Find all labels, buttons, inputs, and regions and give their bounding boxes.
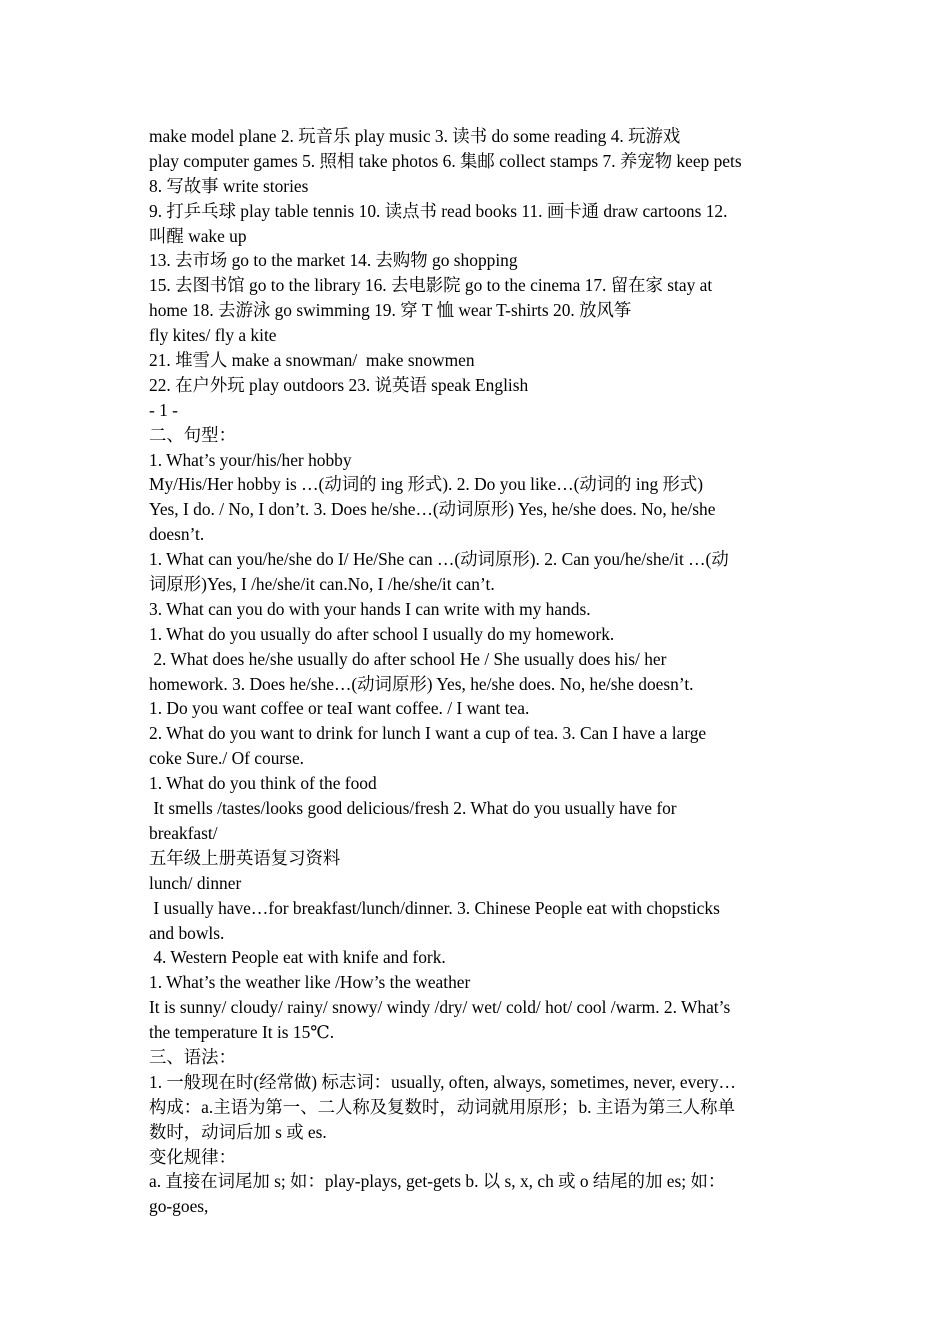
text-line: 13. 去市场 go to the market 14. 去购物 go shopping — [149, 250, 518, 271]
text-line: 1. What’s the weather like /How’s the weather — [149, 972, 471, 993]
text-line: and bowls. — [149, 922, 225, 943]
text-line: go-goes, — [149, 1196, 209, 1217]
text-line: lunch/ dinner — [149, 872, 242, 893]
text-line: 1. What’s your/his/her hobby — [149, 449, 352, 470]
text-line: homework. 3. Does he/she…(动词原形) Yes, he/she does. No, he/she doesn’t. — [149, 673, 694, 694]
text-line: 1. 一般现在时(经常做) 标志词：usually, often, always, sometimes, never, every… — [149, 1071, 736, 1092]
text-line: 2. What do you want to drink for lunch I want a cup of tea. 3. Can I have a large — [149, 723, 707, 744]
text-line: Yes, I do. / No, I don’t. 3. Does he/she…(动词原形) Yes, he/she does. No, he/she — [149, 499, 716, 520]
page-number: - 1 - — [149, 399, 178, 420]
section-heading-sentence-patterns: 二、句型： — [149, 424, 236, 445]
text-line: coke Sure./ Of course. — [149, 748, 305, 769]
text-line: 变化规律： — [149, 1146, 236, 1167]
text-line: 数时，动词后加 s 或 es. — [149, 1121, 327, 1142]
text-line: make model plane 2. 玩音乐 play music 3. 读书 do some reading 4. 玩游戏 — [149, 126, 681, 146]
text-line: 1. What do you usually do after school I usually do my homework. — [149, 623, 615, 644]
section-heading-grammar: 三、语法： — [149, 1046, 236, 1067]
text-line: fly kites/ fly a kite — [149, 325, 277, 346]
text-line: play computer games 5. 照相 take photos 6. 集邮 collect stamps 7. 养宠物 keep pets — [149, 150, 742, 171]
text-line: home 18. 去游泳 go swimming 19. 穿 T 恤 wear T-shirts 20. 放风筝 — [149, 300, 632, 321]
text-line: 词原形)Yes, I /he/she/it can.No, I /he/she/it can’t. — [149, 574, 495, 595]
text-line: It smells /tastes/looks good delicious/fresh 2. What do you usually have for — [149, 798, 677, 819]
text-line: breakfast/ — [149, 822, 218, 843]
text-line: 构成：a.主语为第一、二人称及复数时，动词就用原形；b. 主语为第三人称单 — [149, 1096, 735, 1117]
text-line: It is sunny/ cloudy/ rainy/ snowy/ windy /dry/ wet/ cold/ hot/ cool /warm. 2. What’s — [149, 997, 731, 1018]
text-line: 22. 在户外玩 play outdoors 23. 说英语 speak English — [149, 374, 529, 395]
text-line: 3. What can you do with your hands I can write with my hands. — [149, 598, 591, 619]
text-line: I usually have…for breakfast/lunch/dinner. 3. Chinese People eat with chopsticks — [149, 897, 720, 918]
text-line: 1. Do you want coffee or teaI want coffee. / I want tea. — [149, 698, 530, 719]
text-line: the temperature It is 15℃. — [149, 1022, 335, 1043]
document-page — [149, 124, 809, 1219]
text-line: doesn’t. — [149, 524, 205, 545]
text-line: 叫醒 wake up — [149, 225, 247, 246]
text-line: 8. 写故事 write stories — [149, 175, 309, 196]
text-line: 2. What does he/she usually do after school He / She usually does his/ her — [149, 648, 667, 669]
text-line: 15. 去图书馆 go to the library 16. 去电影院 go to the cinema 17. 留在家 stay at — [149, 275, 713, 296]
text-line: 9. 打乒乓球 play table tennis 10. 读点书 read books 11. 画卡通 draw cartoons 12. — [149, 200, 728, 221]
text-line: 4. Western People eat with knife and fork. — [149, 947, 446, 968]
text-line: 21. 堆雪人 make a snowman/ make snowmen — [149, 350, 475, 371]
text-line: a. 直接在词尾加 s; 如：play-plays, get-gets b. 以 s, x, ch 或 o 结尾的加 es; 如： — [149, 1171, 726, 1192]
document-title: 五年级上册英语复习资料 — [149, 847, 341, 868]
text-line: 1. What do you think of the food — [149, 773, 377, 794]
text-line: My/His/Her hobby is …(动词的 ing 形式). 2. Do you like…(动词的 ing 形式) — [149, 474, 704, 495]
text-line: 1. What can you/he/she do I/ He/She can …(动词原形). 2. Can you/he/she/it …(动 — [149, 549, 729, 570]
